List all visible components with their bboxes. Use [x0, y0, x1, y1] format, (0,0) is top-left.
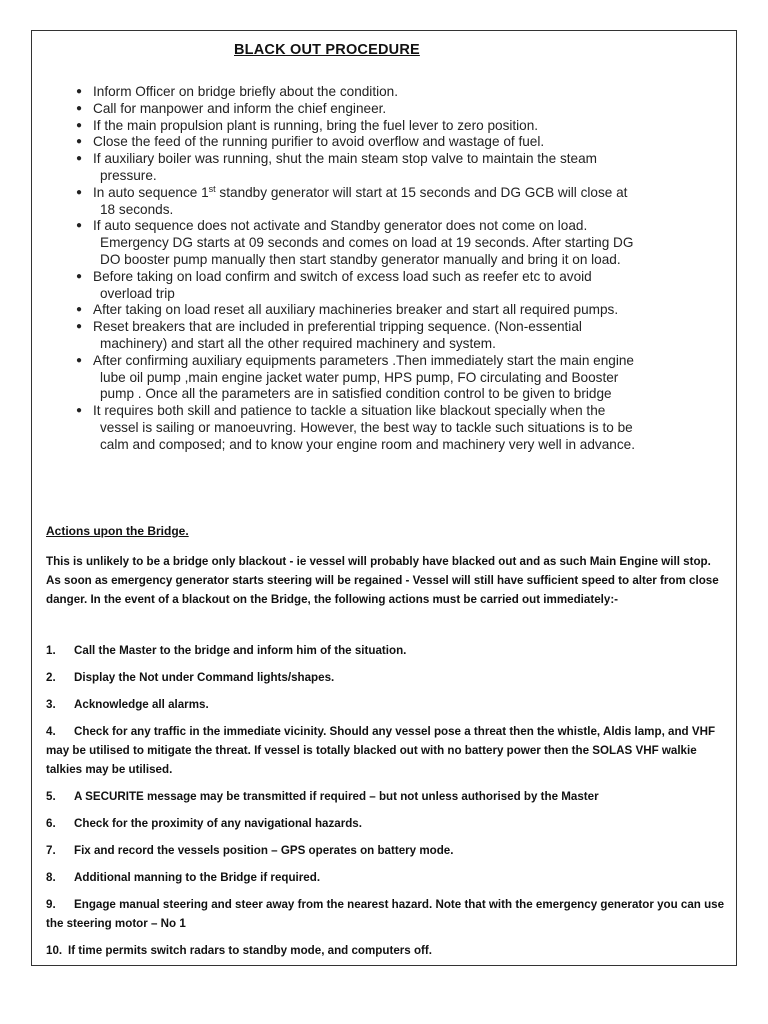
bullet-icon: ●	[76, 102, 83, 114]
document-title: BLACK OUT PROCEDURE	[234, 42, 420, 58]
action-item: 4. Check for any traffic in the immediate vicinity. Should any vessel pose a threat then the whistle, Aldis lamp, and VHF may be utilised to mitigate the threat. If vessel is totally blacked out with no battery power then the SOLAS VHF walkie talkies may be utilised.	[46, 725, 716, 776]
bullet-icon: ●	[76, 354, 83, 366]
procedure-item: ● Reset breakers that are included in preferential tripping sequence. (Non-essential machinery) and start all the other required machinery and system.	[76, 319, 582, 351]
bullet-icon: ●	[76, 405, 83, 417]
bullet-icon: ●	[76, 220, 83, 232]
action-item: 8. Additional manning to the Bridge if required.	[46, 871, 321, 884]
procedure-item: ● If the main propulsion plant is running, bring the fuel lever to zero position.	[76, 117, 539, 133]
action-item: 3. Acknowledge all alarms.	[46, 698, 209, 711]
action-item: 5. A SECURITE message may be transmitted if required – but not unless authorised by the Master	[46, 790, 599, 803]
bullet-icon: ●	[76, 321, 83, 333]
bullet-icon: ●	[76, 119, 83, 131]
bridge-intro-paragraph: This is unlikely to be a bridge only blackout - ie vessel will probably have blacked out and as such Main Engine will stop. As soon as emergency generator starts steering will be regained - Vessel will still have sufficient speed to alter from close danger. In the event of a blackout on the Bridge, the following actions must be carried out immediately:-	[46, 555, 719, 606]
action-item: 1. Call the Master to the bridge and inform him of the situation.	[46, 644, 407, 657]
procedure-item: ● Inform Officer on bridge briefly about the condition.	[76, 84, 399, 99]
bridge-actions-list	[46, 641, 726, 968]
action-item: 2. Display the Not under Command lights/shapes.	[46, 671, 335, 684]
action-item: 10. If time permits switch radars to standby mode, and computers off.	[46, 944, 432, 957]
procedure-item: ● After confirming auxiliary equipments parameters .Then immediately start the main engine lube oil pump ,main engine jacket water pump, HPS pump, FO circulating and Booster pump . Once all the parameters are in satisfied condition control to be given to bridge	[76, 352, 634, 402]
action-item: 7. Fix and record the vessels position – GPS operates on battery mode.	[46, 844, 454, 857]
blackout-procedure-list	[76, 84, 716, 454]
procedure-item: ● If auxiliary boiler was running, shut the main steam stop valve to maintain the steam pressure.	[76, 151, 597, 183]
action-item: 6. Check for the proximity of any navigational hazards.	[46, 817, 362, 830]
bullet-icon: ●	[76, 186, 83, 198]
procedure-item: ● After taking on load reset all auxiliary machineries breaker and start all required pumps.	[76, 302, 619, 318]
bullet-icon: ●	[76, 304, 83, 316]
action-item: 9. Engage manual steering and steer away from the nearest hazard. Note that with the emergency generator you can use the steering motor – No 1	[46, 898, 725, 930]
procedure-item: ● If auto sequence does not activate and Standby generator does not come on load. Emergency DG starts at 09 seconds and comes on load at 19 seconds. After starting DG DO booster pump manually then start standby generator manually and bring it on load.	[76, 218, 634, 267]
procedure-item: ● It requires both skill and patience to tackle a situation like blackout specially when the vessel is sailing or manoeuvring. However, the best way to tackle such situations is to be calm and composed; and to know your engine room and machinery very well in advance.	[76, 403, 635, 452]
bridge-section-heading: Actions upon the Bridge.	[46, 524, 189, 538]
bullet-icon: ●	[76, 136, 83, 148]
bullet-icon: ●	[76, 86, 83, 97]
procedure-item: ● In auto sequence 1st standby generator will start at 15 seconds and DG GCB will close at 18 seconds.	[76, 183, 628, 217]
procedure-item: ● Close the feed of the running purifier to avoid overflow and wastage of fuel.	[76, 134, 545, 150]
bullet-icon: ●	[76, 153, 83, 165]
procedure-item: ● Call for manpower and inform the chief engineer.	[76, 100, 387, 116]
procedure-item: ● Before taking on load confirm and switch of excess load such as reefer etc to avoid overload trip	[76, 268, 592, 301]
bullet-icon: ●	[76, 270, 83, 282]
